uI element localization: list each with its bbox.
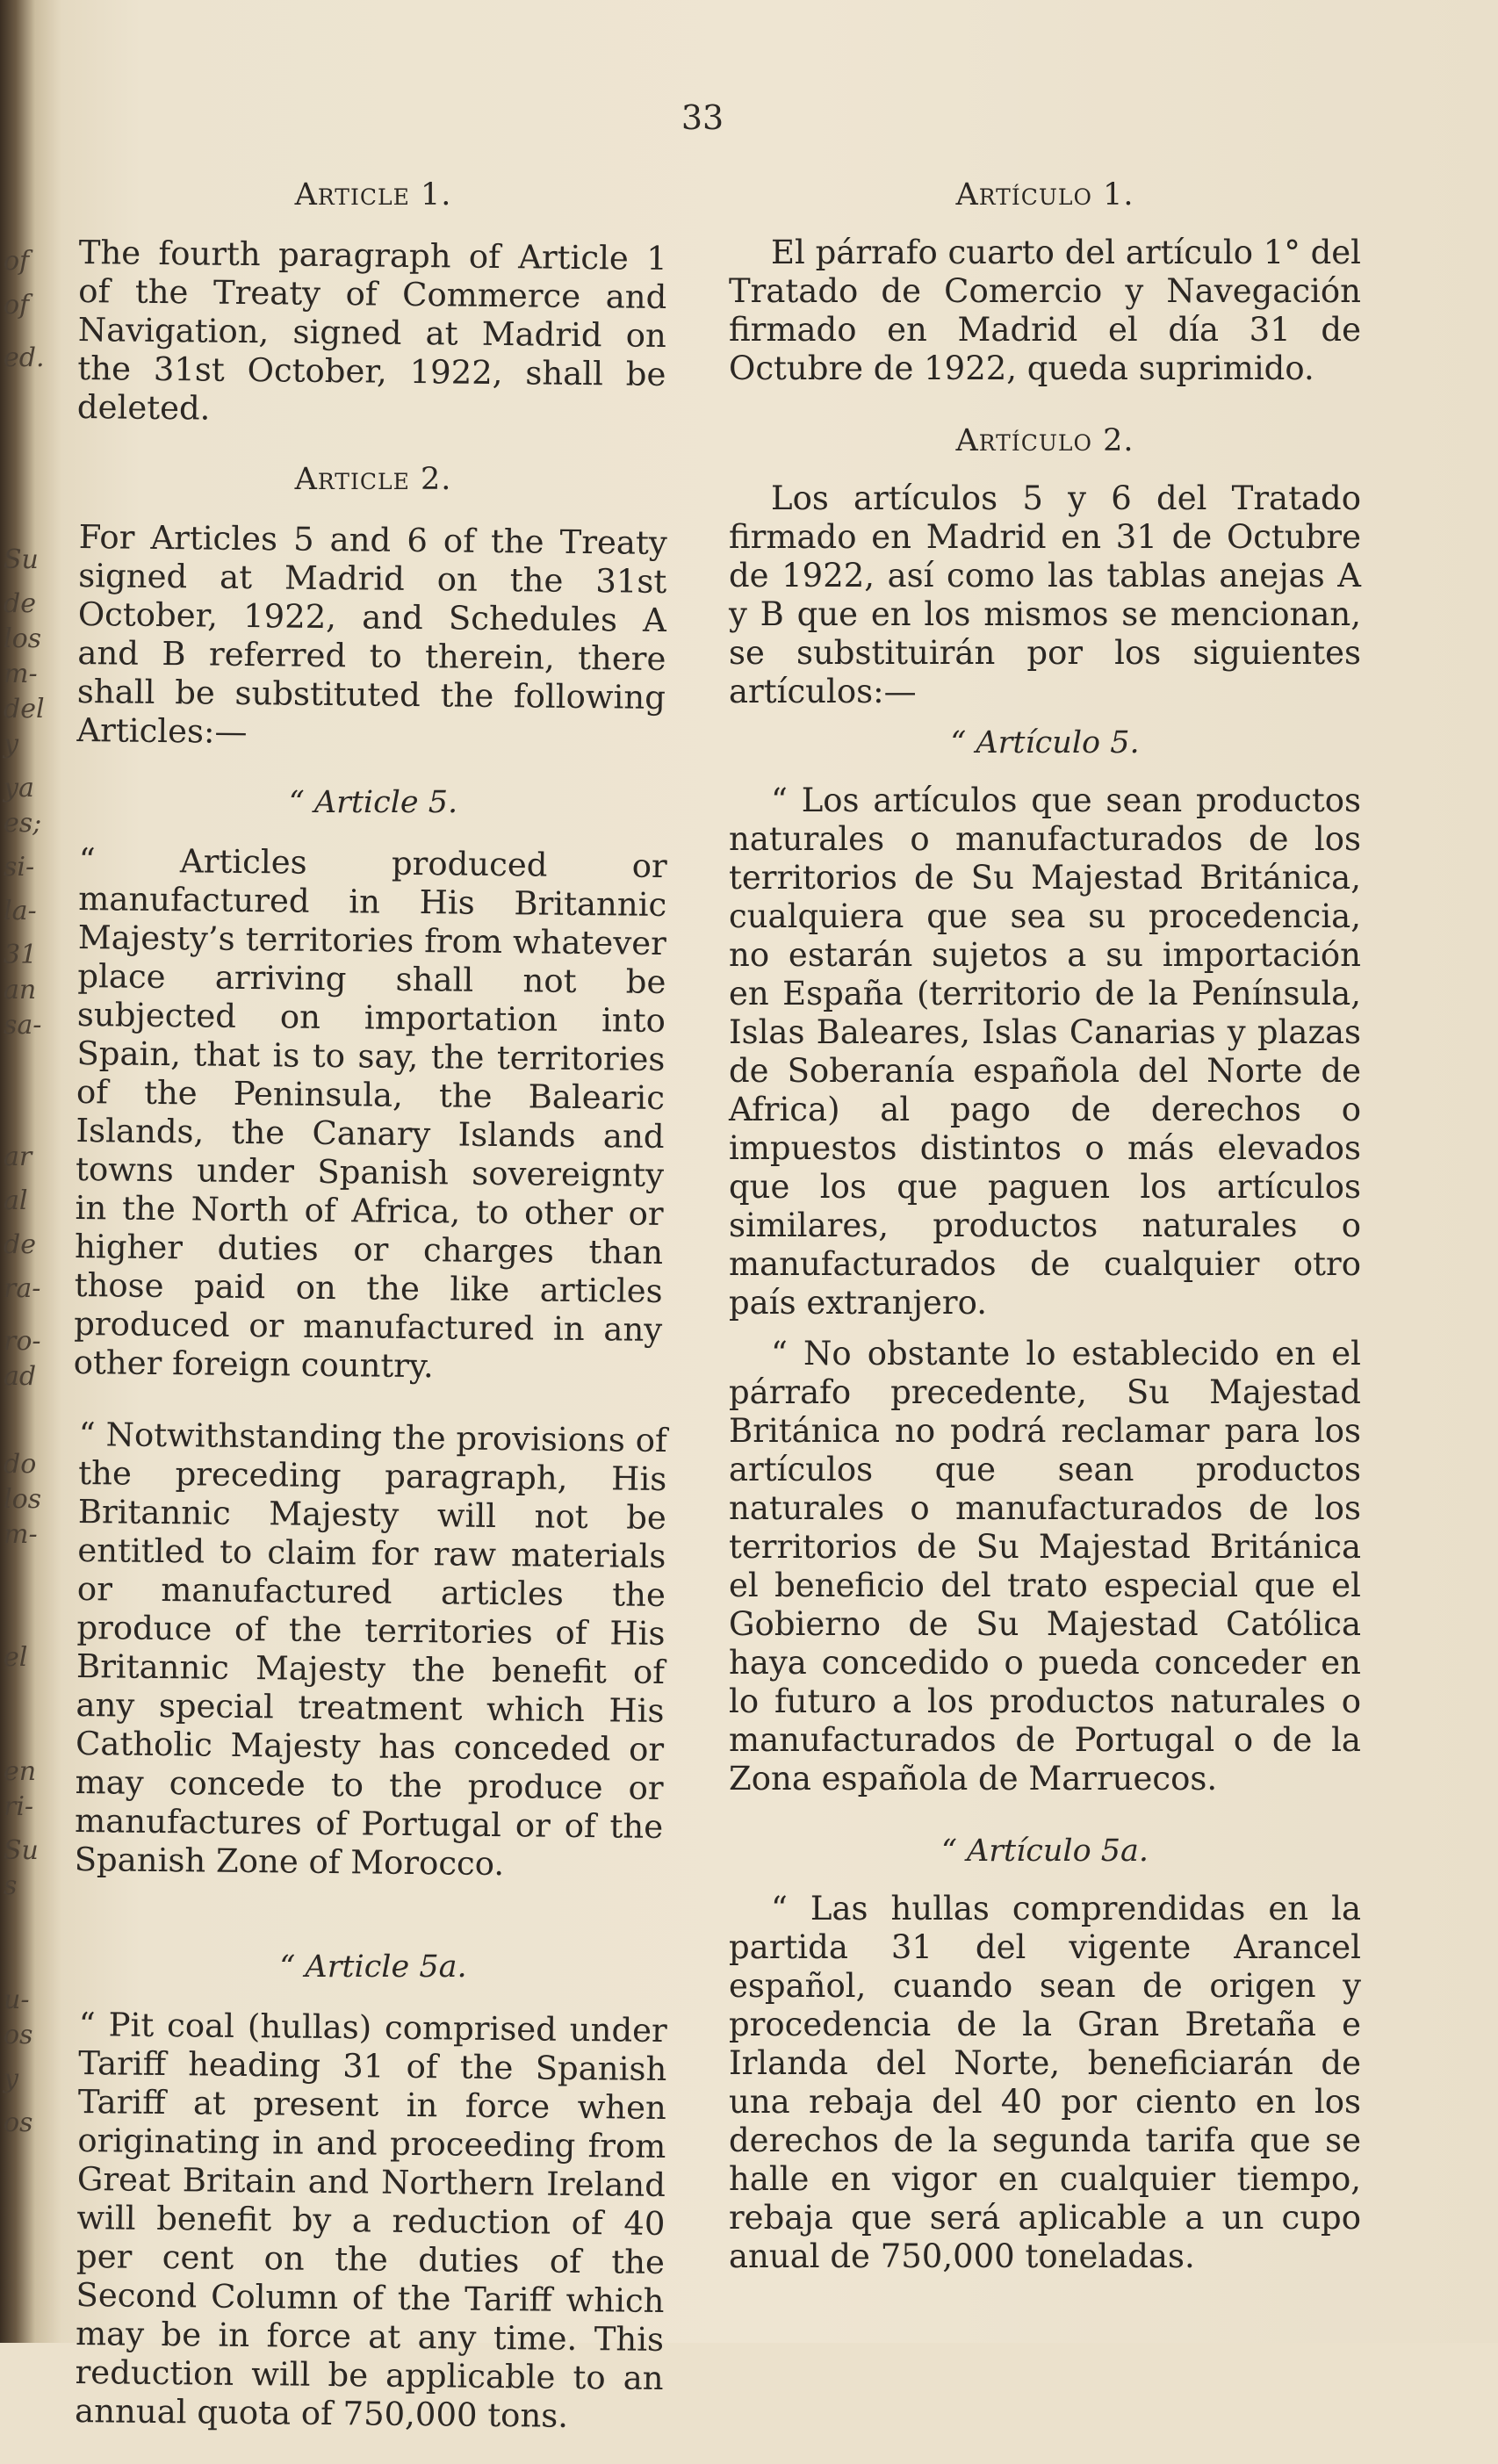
- spanish-article-5a-text: “ Las hullas comprendidas en la partida 31 del vigente Arancel español, cuando sean de origen y procedencia de la Gran Bretaña e Irlanda del Norte, beneficiarán de una rebaja del 40 por ciento en los derechos de la segunda tarifa que se halle en vigor en cualquier tiempo, rebaja que será aplicable a un cupo anual de 750,000 toneladas.: [729, 1890, 1361, 2275]
- margin-fragment: m-: [4, 1519, 38, 1550]
- margin-fragment: an: [4, 975, 37, 1005]
- margin-fragment: al: [4, 1185, 28, 1216]
- margin-fragment: 31: [4, 940, 38, 970]
- facing-page-margin: [0, 220, 54, 2239]
- margin-fragment: ad: [4, 1361, 37, 1392]
- margin-fragment: ed.: [4, 342, 45, 373]
- margin-fragment: s: [4, 1870, 18, 1901]
- english-article-1-heading: Article 1.: [294, 177, 452, 213]
- english-article-5-paragraph-2: “ Notwithstanding the provisions of the preceding paragraph, His Britannic Majesty will not be entitled to claim for raw materials or manufactured articles the produce of the territories of His Britannic Majesty the benefit of any special treatment which His Catholic Majesty has conceded or may concede to the produce or manufactures of Portugal or of the Spanish Zone of Morocco.: [74, 1416, 667, 1884]
- margin-fragment: si-: [4, 852, 35, 883]
- spanish-article-5-paragraph-1: “ Los artículos que sean productos naturales o manufacturados de los territorios de Su Majestad Británica, cualquiera que sea su procedencia, no estarán sujetos a su importación en España (territorio de la Península, Islas Baleares, Islas Canarias y plazas de Soberanía española del Norte de Africa) al pago de derechos o impuestos distintos o más elevados que los que paguen los artículos similares, productos naturales o manufacturados de cualquier otro país extranjero.: [729, 782, 1361, 1322]
- margin-fragment: os: [4, 2107, 33, 2138]
- margin-fragment: sa-: [4, 1010, 42, 1041]
- english-article-5-heading: “ Article 5.: [288, 785, 458, 820]
- margin-fragment: of: [4, 246, 30, 277]
- english-column: [73, 176, 667, 2464]
- margin-fragment: en: [4, 1756, 37, 1787]
- spanish-article-5a-heading: “ Artículo 5a.: [940, 1834, 1149, 1869]
- margin-fragment: ri-: [4, 1791, 34, 1822]
- margin-fragment: of: [4, 290, 30, 321]
- spanish-article-1-text: El párrafo cuarto del artículo 1° del Tratado de Comercio y Navegación firmado en Madrid el día 31 de Octubre de 1922, queda suprimido.: [729, 234, 1361, 387]
- margin-fragment: Su: [4, 1835, 39, 1866]
- margin-fragment: de: [4, 1229, 36, 1260]
- margin-fragment: del: [4, 694, 45, 724]
- margin-fragment: los: [4, 1484, 42, 1515]
- english-article-1-text: The fourth paragraph of Article 1 of the Treaty of Commerce and Navigation, signed at Madrid on the 31st October, 1922, shall be deleted.: [76, 234, 667, 428]
- margin-fragment: y: [4, 2064, 18, 2094]
- margin-fragment: de: [4, 588, 36, 619]
- margin-fragment: el: [4, 1642, 28, 1673]
- margin-fragment: y: [4, 729, 18, 760]
- margin-fragment: es;: [4, 808, 42, 839]
- page-number: 33: [681, 98, 724, 137]
- margin-fragment: do: [4, 1449, 37, 1480]
- margin-fragment: ro-: [4, 1326, 41, 1357]
- spanish-article-1-heading: Artículo 1.: [955, 177, 1134, 213]
- margin-fragment: u-: [4, 1985, 30, 2015]
- english-article-2-heading: Article 2.: [294, 462, 452, 497]
- spanish-article-2-heading: Artículo 2.: [955, 423, 1134, 458]
- english-article-5a-text: “ Pit coal (hullas) comprised under Tariff heading 31 of the Spanish Tariff at present in force when originating in and proceeding from Great Britain and Northern Ireland will benefit by a reduction of 40 per cent on the duties of the Second Column of the Tariff which may be in force at any time. This reduction will be applicable to an annual quota of 750,000 tons.: [74, 2006, 667, 2435]
- margin-fragment: m-: [4, 659, 38, 689]
- spanish-article-5-paragraph-2: “ No obstante lo establecido en el párrafo precedente, Su Majestad Británica no podrá reclamar para los artículos que sean productos naturales o manufacturados de los territorios de Su Majestad Británica el beneficio del trato especial que el Gobierno de Su Majestad Católica haya concedido o pueda conceder en lo futuro a los productos naturales o manufacturados de Portugal o de la Zona española de Marruecos.: [729, 1335, 1361, 1798]
- margin-fragment: la-: [4, 896, 37, 926]
- spanish-article-2-text: Los artículos 5 y 6 del Tratado firmado en Madrid en 31 de Octubre de 1922, así como las tablas anejas A y B que en los mismos se mencionan, se substituirán por los siguientes artículos:—: [729, 479, 1361, 710]
- margin-fragment: ra-: [4, 1273, 41, 1304]
- spanish-column: [729, 176, 1361, 2309]
- english-article-2-text: For Articles 5 and 6 of the Treaty signed at Madrid on the 31st October, 1922, and Schedules A and B referred to therein, there shall be substituted the following Articles:—: [76, 518, 667, 752]
- margin-fragment: Su: [4, 544, 39, 575]
- margin-fragment: los: [4, 623, 42, 654]
- english-article-5-paragraph-1: “ Articles produced or manufactured in His Britannic Majesty’s territories from whatever place arriving shall not be subjected on importation into Spain, that is to say, the territories of the Peninsula, the Balearic Islands, the Canary Islands and towns under Spanish sovereignty in the North of Africa, to other or higher duties or charges than those paid on the like articles produced or manufactured in any other foreign country.: [73, 841, 667, 1386]
- english-article-5a-heading: “ Article 5a.: [279, 1949, 467, 1985]
- margin-fragment: ya: [4, 773, 34, 803]
- margin-fragment: ar: [4, 1142, 32, 1172]
- margin-fragment: os: [4, 2020, 33, 2050]
- spanish-article-5-heading: “ Artículo 5.: [950, 725, 1140, 760]
